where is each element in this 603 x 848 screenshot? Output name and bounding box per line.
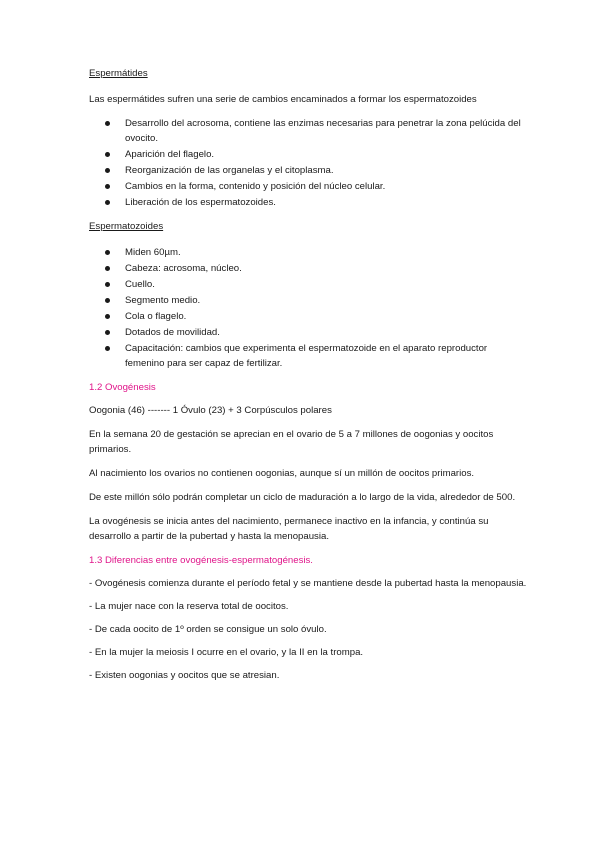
espermatides-list: [89, 116, 529, 210]
bullet-icon: [105, 266, 110, 271]
list-item: Desarrollo del acrosoma, contiene las enzimas necesarias para penetrar la zona pelúcida del ovocito.: [89, 116, 529, 146]
diferencias-item: - Existen oogonias y oocitos que se atresian.: [89, 670, 280, 681]
list-item: Cola o flagelo.: [89, 309, 529, 324]
bullet-icon: [105, 298, 110, 303]
bullet-icon: [105, 200, 110, 205]
bullet-icon: [105, 330, 110, 335]
list-item: Cuello.: [89, 277, 529, 292]
ovogenesis-paragraph: De este millón sólo podrán completar un ciclo de maduración a lo largo de la vida, alrededor de 500.: [89, 492, 516, 503]
bullet-icon: [105, 250, 110, 255]
list-item: Segmento medio.: [89, 293, 529, 308]
bullet-icon: [105, 121, 110, 126]
diferencias-item: - Ovogénesis comienza durante el período fetal y se mantiene desde la pubertad hasta la menopausia.: [89, 578, 527, 589]
espermatozoides-heading: Espermatozoides: [89, 221, 164, 232]
list-item: Cambios en la forma, contenido y posición del núcleo celular.: [89, 179, 529, 194]
diferencias-item: - La mujer nace con la reserva total de oocitos.: [89, 601, 289, 612]
list-item: Capacitación: cambios que experimenta el espermatozoide en el aparato reproductor femenino para ser capaz de fertilizar.: [89, 341, 529, 371]
list-item: Miden 60µm.: [89, 245, 529, 260]
espermatozoides-list: [89, 245, 529, 371]
bullet-icon: [105, 346, 110, 351]
document-page: [89, 66, 529, 691]
list-item: Liberación de los espermatozoides.: [89, 195, 529, 210]
bullet-icon: [105, 314, 110, 319]
bullet-icon: [105, 282, 110, 287]
diferencias-item: - En la mujer la meiosis I ocurre en el ovario, y la II en la trompa.: [89, 647, 364, 658]
diferencias-item: - De cada oocito de 1º orden se consigue un solo óvulo.: [89, 624, 327, 635]
bullet-icon: [105, 152, 110, 157]
diferencias-heading: 1.3 Diferencias entre ovogénesis-espermatogénesis.: [89, 555, 313, 566]
list-item: Cabeza: acrosoma, núcleo.: [89, 261, 529, 276]
espermatides-heading: Espermátides: [89, 68, 148, 79]
ovogenesis-paragraph: La ovogénesis se inicia antes del nacimiento, permanece inactivo en la infancia, y continúa su desarrollo a partir de la pubertad y hasta la menopausia.: [89, 516, 489, 542]
espermatides-intro: Las espermátides sufren una serie de cambios encaminados a formar los espermatozoides: [89, 94, 477, 105]
list-item: Reorganización de las organelas y el citoplasma.: [89, 163, 529, 178]
list-item: Dotados de movilidad.: [89, 325, 529, 340]
bullet-icon: [105, 184, 110, 189]
ovogenesis-heading: 1.2 Ovogénesis: [89, 382, 156, 393]
bullet-icon: [105, 168, 110, 173]
ovogenesis-paragraph: En la semana 20 de gestación se aprecian en el ovario de 5 a 7 millones de oogonias y oocitos primarios.: [89, 429, 494, 455]
ovogenesis-paragraph: Al nacimiento los ovarios no contienen oogonias, aunque sí un millón de oocitos primarios.: [89, 468, 475, 479]
ovogenesis-paragraph: Oogonia (46) ------- 1 Óvulo (23) + 3 Corpúsculos polares: [89, 405, 332, 416]
list-item: Aparición del flagelo.: [89, 147, 529, 162]
